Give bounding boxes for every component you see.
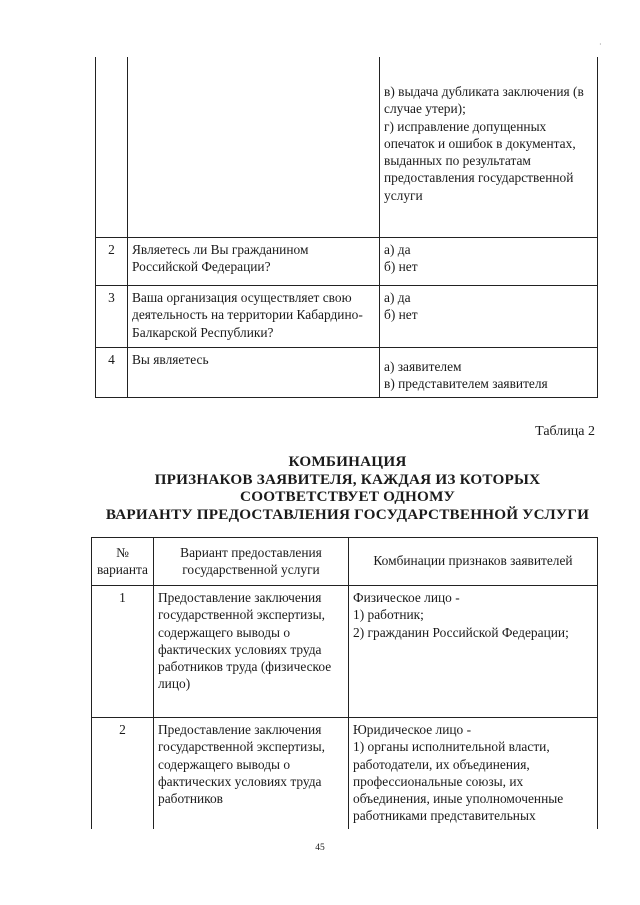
answers-cell: [380, 238, 598, 286]
questions-table: [95, 57, 598, 398]
variant-number: 2: [92, 718, 154, 830]
table-row: [96, 348, 598, 398]
page-number: 45: [315, 843, 325, 853]
table-row: [92, 586, 598, 718]
answer-option: а) заявителем: [384, 359, 462, 374]
scan-mark: ·: [599, 40, 602, 49]
row-number: 3: [96, 286, 128, 348]
row-number: [96, 57, 128, 238]
heading-line: ВАРИАНТУ ПРЕДОСТАВЛЕНИЯ ГОСУДАРСТВЕННОЙ УСЛУГИ: [105, 505, 590, 523]
answer-option: а) да: [384, 242, 411, 257]
row-number: 2: [96, 238, 128, 286]
table-row: [96, 238, 598, 286]
question-cell: Вы являетесь: [128, 348, 380, 398]
table-row: [96, 286, 598, 348]
combination-line: 2) гражданин Российской Федерации;: [353, 624, 569, 640]
variant-cell: Предоставление заключения государственной экспертизы, содержащего выводы о фактических условиях труда работников: [154, 718, 349, 830]
combination-line: 1) органы исполнительной власти, работодатели, их объединения, профессиональные союзы, их объединения, иные уполномоченные работниками представительных: [353, 739, 564, 824]
header-variant-number: № варианта: [92, 538, 154, 586]
variant-cell: Предоставление заключения государственной экспертизы, содержащего выводы о фактических условиях труда работников труда (физическое лицо): [154, 586, 349, 718]
answer-option: в) выдача дубликата заключения (в случае утери);: [384, 84, 584, 117]
table-header-row: [92, 538, 598, 586]
variants-table: [91, 537, 598, 829]
header-combination: Комбинации признаков заявителей: [349, 538, 598, 586]
heading-line: СООТВЕТСТВУЕТ ОДНОМУ: [240, 488, 455, 506]
table-row: [96, 57, 598, 238]
row-number: 4: [96, 348, 128, 398]
answers-cell: [380, 286, 598, 348]
combination-line: Физическое лицо -: [353, 590, 460, 605]
header-variant: Вариант предоставления государственной услуги: [154, 538, 349, 586]
combination-line: 1) работник;: [353, 607, 424, 623]
combination-line: Юридическое лицо -: [353, 722, 472, 737]
section-heading: [80, 453, 615, 523]
question-cell: Ваша организация осуществляет свою деятельность на территории Кабардино-Балкарской Республики?: [128, 286, 380, 348]
answer-option: б) нет: [384, 307, 418, 323]
question-cell: Являетесь ли Вы гражданином Российской Федерации?: [128, 238, 380, 286]
answer-option: г) исправление допущенных опечаток и ошибок в документах, выданных по результатам предоставления государственной услуги: [384, 118, 576, 203]
answer-option: а) да: [384, 290, 411, 305]
variant-number: 1: [92, 586, 154, 718]
answers-cell: [380, 348, 598, 398]
table-caption: Таблица 2: [535, 424, 595, 439]
answers-cell: [380, 57, 598, 238]
heading-line: КОМБИНАЦИЯ: [288, 453, 407, 470]
combination-cell: [349, 718, 598, 830]
combination-cell: [349, 586, 598, 718]
question-cell: [128, 57, 380, 238]
answer-option: б) нет: [384, 259, 418, 275]
answer-option: в) представителем заявителя: [384, 376, 548, 392]
table-row: [92, 718, 598, 830]
heading-line: ПРИЗНАКОВ ЗАЯВИТЕЛЯ, КАЖДАЯ ИЗ КОТОРЫХ: [154, 470, 541, 488]
